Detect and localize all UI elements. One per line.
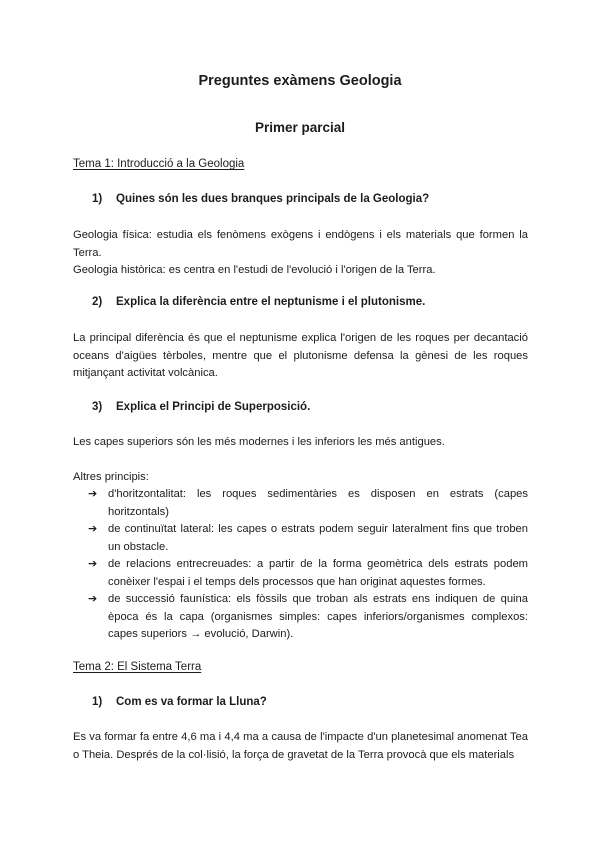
list-item: ➔ d'horitzontalitat: les roques sedimentàries es disposen en estrats (capes horitzontals) [88, 488, 528, 518]
document-subtitle: Primer parcial [254, 120, 346, 135]
question-2-1 [92, 696, 267, 708]
question-text: Com es va formar la Lluna? [116, 696, 267, 708]
topic-1-heading: Tema 1: Introducció a la Geologia [73, 158, 245, 170]
question-1-2 [92, 296, 425, 308]
question-1-3 [92, 401, 310, 413]
question-text: Explica la diferència entre el neptunisme i el plutonisme. [116, 296, 426, 308]
question-number: 1) [92, 696, 103, 708]
answer-paragraph: Geologia històrica: es centra en l'estudi de l'evolució i l'origen de la Terra. [73, 264, 436, 276]
question-number: 1) [92, 193, 103, 205]
list-item: ➔ de successió faunística: els fòssils que troban als estrats ens indiquen de quina època és la capa (organismes simples: capes inferiors/organismes complexos: capes superiors → evolució, Darwin). [88, 593, 528, 640]
question-text: Quines són les dues branques principals de la Geologia? [116, 193, 430, 205]
answer-2-1: Es va formar fa entre 4,6 ma i 4,4 ma a causa de l'impacte d'un planetesimal anomenat Tea o Theia. Després de la col·lisió, la força de gravetat de la Terra provocà que els materials [73, 731, 528, 761]
document-title: Preguntes exàmens Geologia [198, 73, 402, 89]
question-number: 3) [92, 401, 103, 413]
answer-1-1 [73, 227, 528, 280]
question-text: Explica el Principi de Superposició. [116, 401, 311, 413]
other-principles-label: Altres principis: [73, 471, 149, 483]
arrow-icon: ➔ [88, 593, 98, 605]
answer-paragraph: Geologia física: estudia els fenòmens exògens i endògens i els materials que formen la Terra. [73, 229, 528, 259]
topic-2-heading: Tema 2: El Sistema Terra [73, 661, 202, 673]
arrow-icon: ➔ [88, 488, 98, 500]
question-number: 2) [92, 296, 103, 308]
answer-1-2: La principal diferència és que el neptunisme explica l'origen de les roques per decantació oceans d'aigües tèrboles, mentre que el plutonisme defensa la gènesi de les roques mitjançant activitat volcànica. [73, 332, 528, 379]
arrow-icon: ➔ [88, 558, 98, 570]
list-item: ➔ de relacions entrecreuades: a partir de la forma geomètrica dels estrats podem conèixer l'espai i el temps dels processos que han originat aquestes formes. [88, 558, 528, 588]
question-1-1 [92, 193, 429, 205]
arrow-icon: ➔ [88, 523, 98, 535]
list-item: ➔ de continuïtat lateral: les capes o estrats podem seguir lateralment fins que troben un obstacle. [88, 523, 528, 553]
principles-list [88, 486, 528, 644]
answer-1-3: Les capes superiors són les més modernes i les inferiors les més antigues. [73, 436, 445, 448]
